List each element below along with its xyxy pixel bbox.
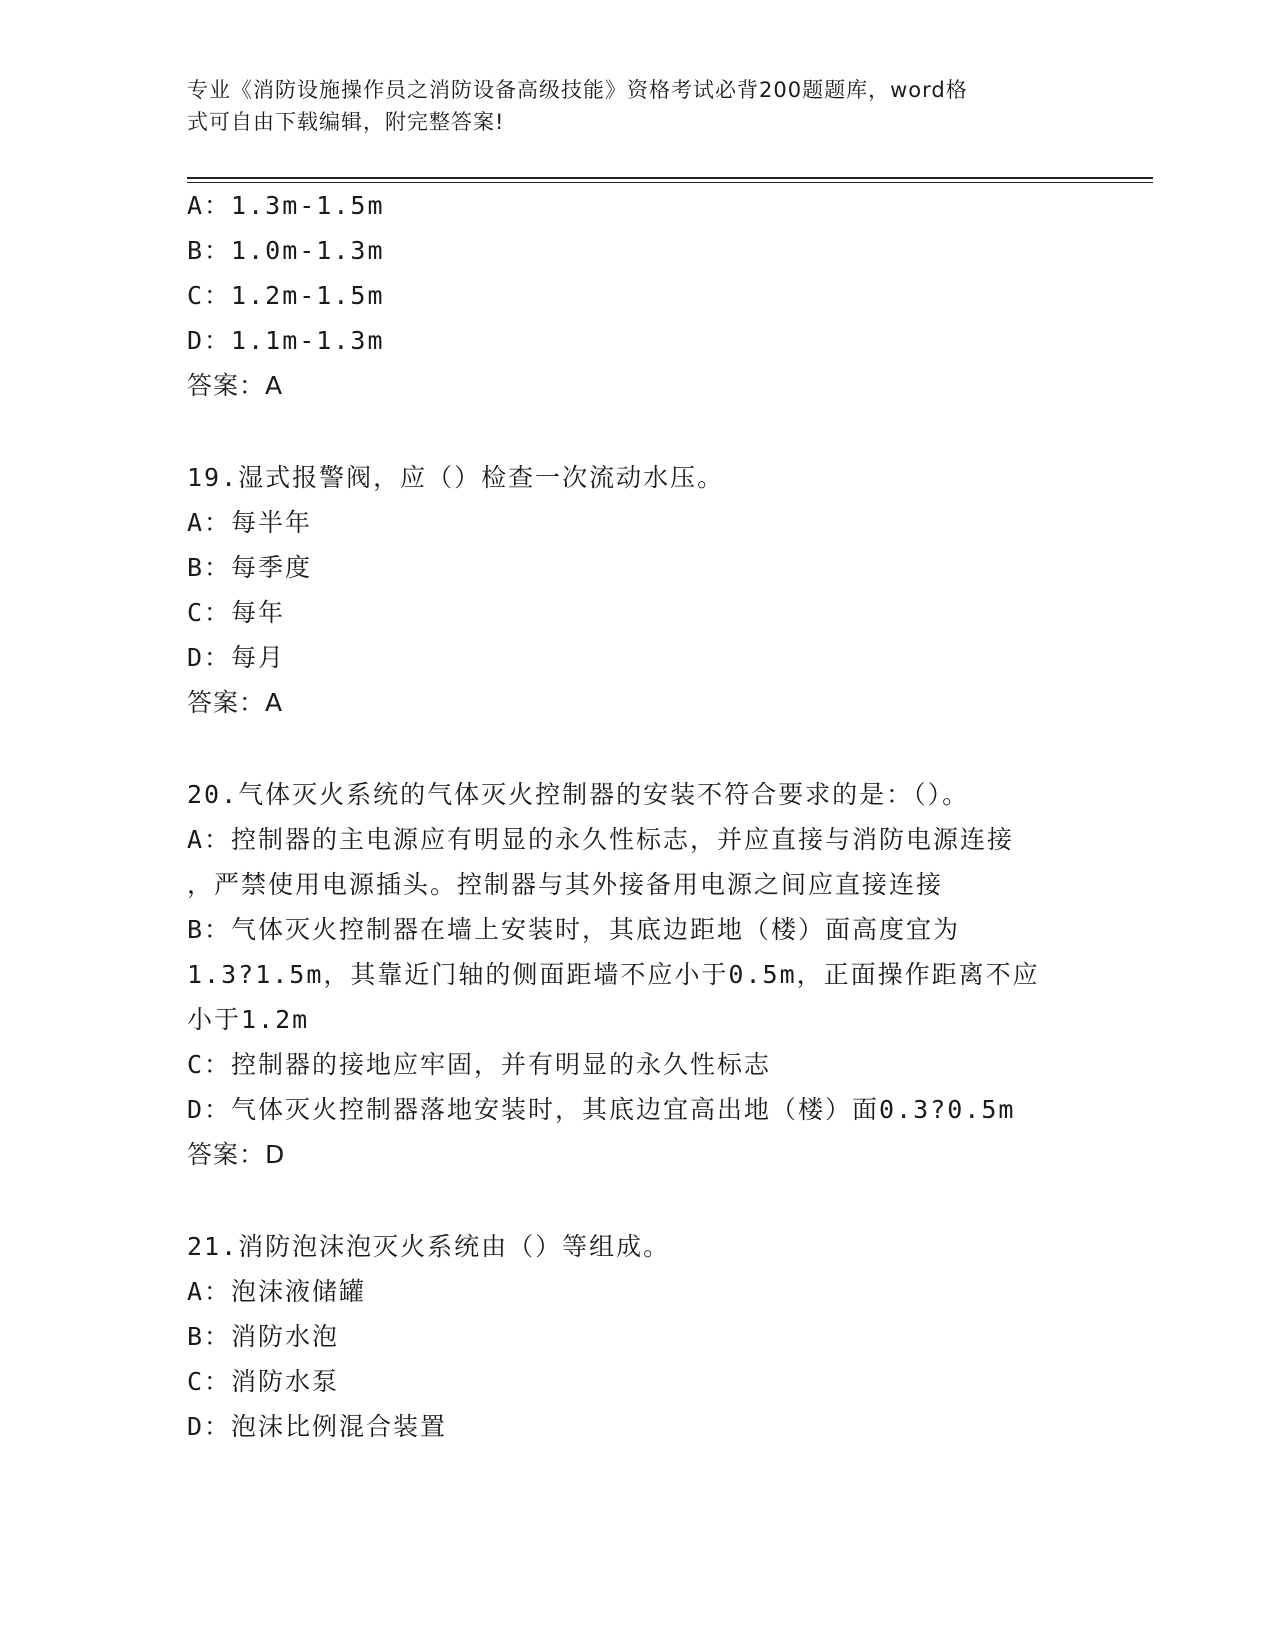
q20-option-b-line-1: B：气体灭火控制器在墙上安装时，其底边距地（楼）面高度宜为 <box>187 915 961 944</box>
q20-question: 20.气体灭火系统的气体灭火控制器的安装不符合要求的是：（）。 <box>187 780 970 809</box>
q19-option-c: C：每年 <box>187 598 286 627</box>
q18-option-d: D：1.1m-1.3m <box>187 326 385 355</box>
q19-option-b: B：每季度 <box>187 553 313 582</box>
q20-option-a-line-2: ，严禁使用电源插头。控制器与其外接备用电源之间应直接连接 <box>187 870 944 899</box>
q18-answer: 答案：A <box>187 371 284 400</box>
q20-option-a-line-1: A：控制器的主电源应有明显的永久性标志，并应直接与消防电源连接 <box>187 825 1015 854</box>
header-line-2: 式可自由下载编辑，附完整答案! <box>187 110 505 134</box>
q21-question: 21.消防泡沫泡灭火系统由（）等组成。 <box>187 1232 671 1261</box>
header-divider-thick <box>187 177 1153 179</box>
q20-option-b-line-2: 1.3?1.5m，其靠近门轴的侧面距墙不应小于0.5m，正面操作距离不应 <box>187 960 1040 989</box>
q18-option-a: A：1.3m-1.5m <box>187 191 385 220</box>
q19-answer: 答案：A <box>187 688 284 717</box>
q21-option-c: C：消防水泵 <box>187 1367 340 1396</box>
q19-option-d: D：每月 <box>187 643 286 672</box>
q20-option-d: D：气体灭火控制器落地安装时，其底边宜高出地（楼）面0.3?0.5m <box>187 1095 1016 1124</box>
q21-option-b: B：消防水泡 <box>187 1322 340 1351</box>
q18-option-b: B：1.0m-1.3m <box>187 236 385 265</box>
document-header <box>187 74 1067 138</box>
q20-answer: 答案：D <box>187 1140 286 1169</box>
q21-option-a: A：泡沫液储罐 <box>187 1277 367 1306</box>
q19-question: 19.湿式报警阀，应（）检查一次流动水压。 <box>187 463 725 492</box>
q19-option-a: A：每半年 <box>187 508 313 537</box>
q20-option-c: C：控制器的接地应牢固，并有明显的永久性标志 <box>187 1050 772 1079</box>
header-divider-thin <box>187 182 1153 183</box>
q21-option-d: D：泡沫比例混合装置 <box>187 1412 448 1441</box>
q20-option-b-line-3: 小于1.2m <box>187 1005 310 1034</box>
header-line-1: 专业《消防设施操作员之消防设备高级技能》资格考试必背200题题库，word格 <box>187 78 968 102</box>
q18-option-c: C：1.2m-1.5m <box>187 281 385 310</box>
